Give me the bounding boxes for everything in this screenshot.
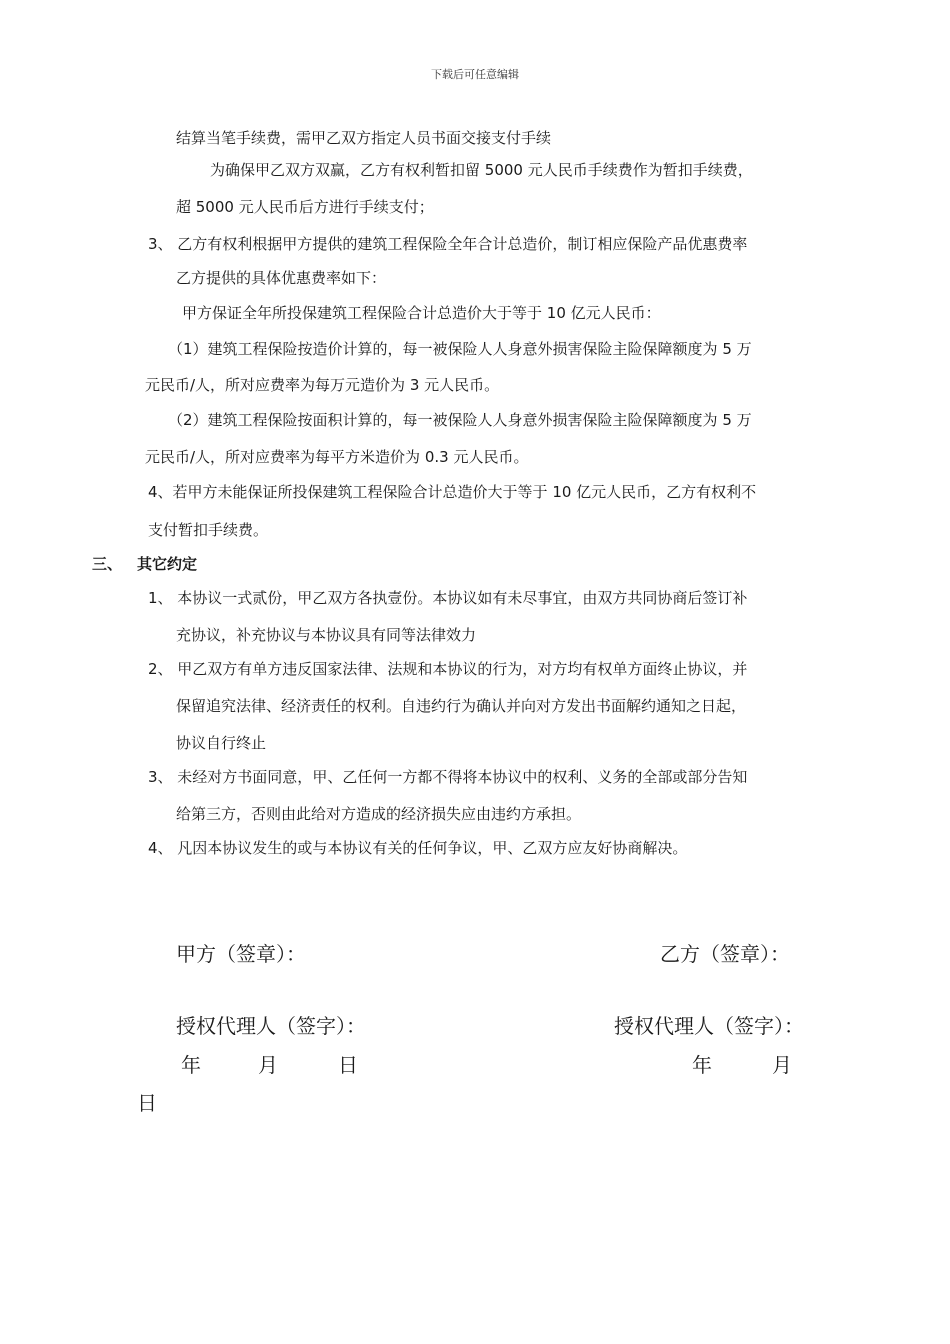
text-line: 协议自行终止 [176,734,267,752]
text-line: 3、 乙方有权利根据甲方提供的建筑工程保险全年合计总造价，制订相应保险产品优惠费率 [148,235,748,253]
text-line: 支付暂扣手续费。 [148,521,269,539]
text-line: 1、 本协议一式贰份，甲乙双方各执壹份。本协议如有未尽事宜，由双方共同协商后签订补 [148,589,748,607]
page-header: 下载后可任意编辑 [431,68,519,81]
text-line: 乙方提供的具体优惠费率如下： [176,269,387,287]
party-a-day: 日 [338,1053,358,1077]
section-number: 三、 [92,555,123,573]
party-b-month: 月 [772,1053,792,1077]
party-a-year: 年 [181,1053,201,1077]
text-line: 元民币/人，所对应费率为每万元造价为 3 元人民币。 [145,376,500,394]
text-line: 3、 未经对方书面同意，甲、乙任何一方都不得将本协议中的权利、义务的全部或部分告知 [148,768,748,786]
party-b-year: 年 [692,1053,712,1077]
section-title: 其它约定 [137,555,198,573]
party-b-day: 日 [137,1091,157,1115]
text-line: 4、 凡因本协议发生的或与本协议有关的任何争议，甲、乙双方应友好协商解决。 [148,839,688,857]
text-line: 保留追究法律、经济责任的权利。自违约行为确认并向对方发出书面解约通知之日起， [176,697,747,715]
party-b-agent-label: 授权代理人（签字）： [614,1014,804,1038]
text-line: 甲方保证全年所投保建筑工程保险合计总造价大于等于 10 亿元人民币： [182,304,661,322]
party-b-seal-label: 乙方（签章）： [660,942,790,966]
party-a-agent-label: 授权代理人（签字）： [176,1014,366,1038]
text-line: 为确保甲乙双方双赢，乙方有权利暂扣留 5000 元人民币手续费作为暂扣手续费， [210,161,753,179]
text-line: 充协议，补充协议与本协议具有同等法律效力 [176,626,477,644]
text-line: （1）建筑工程保险按造价计算的，每一被保险人人身意外损害保险主险保障额度为 5 万 [168,340,752,358]
text-line: 元民币/人，所对应费率为每平方米造价为 0.3 元人民币。 [145,448,529,466]
text-line: （2）建筑工程保险按面积计算的，每一被保险人人身意外损害保险主险保障额度为 5 万 [168,411,752,429]
text-line: 给第三方，否则由此给对方造成的经济损失应由违约方承担。 [176,805,582,823]
text-line: 结算当笔手续费，需甲乙双方指定人员书面交接支付手续 [176,129,552,147]
party-a-seal-label: 甲方（签章）： [176,942,306,966]
text-line: 超 5000 元人民币后方进行手续支付； [176,198,434,216]
party-a-month: 月 [258,1053,278,1077]
text-line: 4、若甲方未能保证所投保建筑工程保险合计总造价大于等于 10 亿元人民币，乙方有权利不 [148,483,757,501]
text-line: 2、 甲乙双方有单方违反国家法律、法规和本协议的行为，对方均有权单方面终止协议，并 [148,660,748,678]
